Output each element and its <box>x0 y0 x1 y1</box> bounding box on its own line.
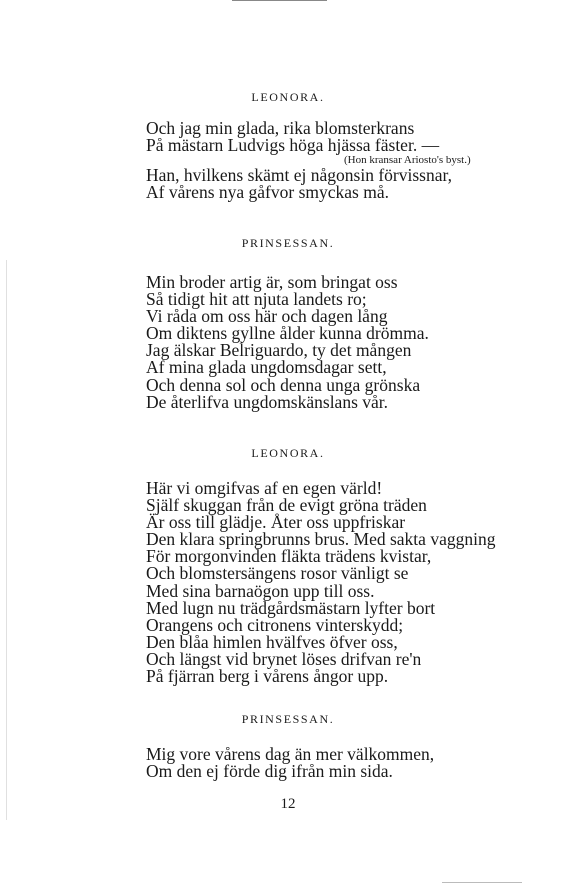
verse-line: Och längst vid brynet löses drifvan re'n <box>146 648 422 669</box>
verse-stanza <box>146 274 566 411</box>
verse-line: På fjärran berg i vårens ångor upp. <box>146 666 389 687</box>
verse-line: Och denna sol och denna unga grönska <box>146 374 421 395</box>
verse-stanza <box>146 480 566 685</box>
verse-line: Så tidigt hit att njuta landets ro; <box>146 289 367 310</box>
verse-stanza <box>146 120 566 201</box>
verse-line: Af vårens nya gåfvor smyckas må. <box>146 182 389 203</box>
scan-edge-top <box>232 0 327 1</box>
speaker-heading: PRINSESSAN. <box>241 712 335 726</box>
speaker-heading: LEONORA. <box>251 90 325 104</box>
verse-line: Med lugn nu trädgårdsmästarn lyfter bort <box>146 597 436 618</box>
verse-line: För morgonvinden fläkta trädens kvistar, <box>146 546 432 567</box>
verse-line: Här vi omgifvas af en egen värld! <box>146 478 383 498</box>
verse-line: Orangens och citronens vinterskydd; <box>146 614 404 635</box>
verse-line: Med sina barnaögon upp till oss. <box>146 580 375 601</box>
verse-line: Mig vore vårens dag än mer välkommen, <box>146 744 435 764</box>
scan-edge-bottom <box>442 882 522 883</box>
verse-line: Jag älskar Belriguardo, ty det mången <box>146 340 412 361</box>
verse-line: Om den ej förde dig ifrån min sida. <box>146 761 393 782</box>
verse-line: Af mina glada ungdomsdagar sett, <box>146 357 387 378</box>
verse-line: Och blomstersängens rosor vänligt se <box>146 563 409 584</box>
stage-direction: (Hon kransar Ariosto's byst.) <box>344 154 471 167</box>
scan-edge-left <box>6 260 7 820</box>
verse-line: Är oss till glädje. Åter oss uppfriskar <box>146 512 406 533</box>
verse-line: Han, hvilkens skämt ej någonsin förvissnar, <box>146 165 452 186</box>
verse-line: Och jag min glada, rika blomsterkrans <box>146 118 415 138</box>
verse-line: De återlifva ungdomskänslans vår. <box>146 391 389 412</box>
speaker-heading: PRINSESSAN. <box>241 236 335 250</box>
verse-line: På mästarn Ludvigs höga hjässa fäster. — <box>146 135 440 156</box>
verse-line: Den blåa himlen hvälfves öfver oss, <box>146 631 398 652</box>
verse-line: Vi råda om oss här och dagen lång <box>146 306 388 327</box>
verse-line: Om diktens gyllne ålder kunna drömma. <box>146 323 429 344</box>
page-number: 12 <box>280 796 296 812</box>
verse-line: Den klara springbrunns brus. Med sakta vaggning <box>146 529 496 550</box>
verse-line: Min broder artig är, som bringat oss <box>146 272 398 292</box>
verse-line: Själf skuggan från de evigt gröna träden <box>146 495 427 516</box>
verse-stanza <box>146 746 566 780</box>
speaker-heading: LEONORA. <box>251 446 325 460</box>
